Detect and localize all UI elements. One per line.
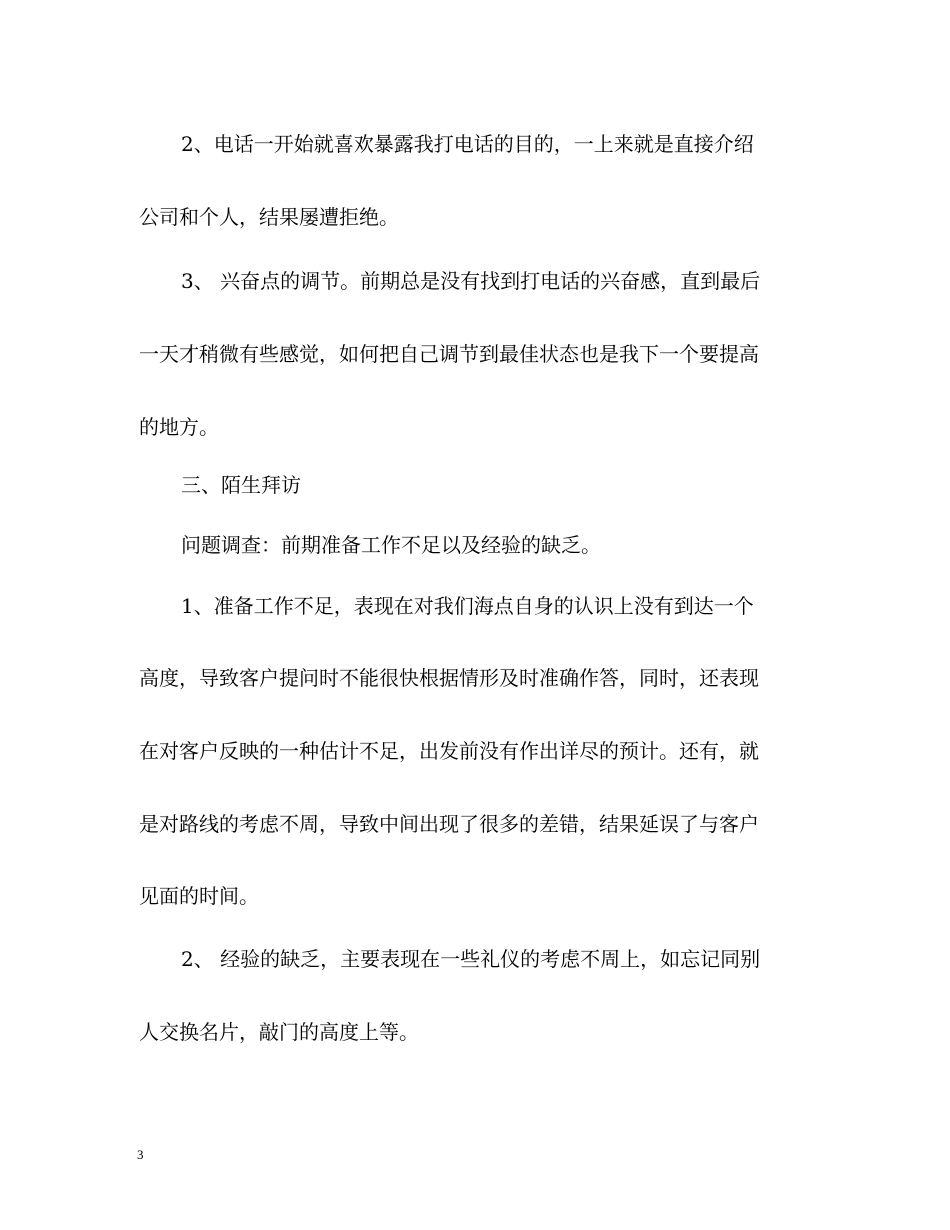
section-heading-stranger-visit: 三、陌生拜访 — [181, 473, 301, 497]
paragraph-6-line-1: 2、 经验的缺乏，主要表现在一些礼仪的考虑不周上，如忘记同别 — [181, 947, 761, 971]
paragraph-5-line-1: 1、准备工作不足，表现在对我们海点自身的认识上没有到达一个 — [181, 594, 754, 618]
page-number: 3 — [137, 1147, 144, 1162]
paragraph-5-line-3: 在对客户反映的一种估计不足，出发前没有作出详尽的预计。还有，就 — [139, 739, 759, 763]
paragraph-5-line-2: 高度，导致客户提问时不能很快根据情形及时准确作答，同时，还表现 — [139, 666, 759, 690]
paragraph-6-line-2: 人交换名片，敲门的高度上等。 — [139, 1020, 419, 1044]
paragraph-5-line-4: 是对路线的考虑不周，导致中间出现了很多的差错，结果延误了与客户 — [139, 812, 759, 836]
paragraph-problem-survey: 问题调查：前期准备工作不足以及经验的缺乏。 — [181, 533, 601, 557]
paragraph-2-line-3: 的地方。 — [139, 415, 219, 439]
paragraph-2-line-2: 一天才稍微有些感觉，如何把自己调节到最佳状态也是我下一个要提高 — [139, 342, 759, 366]
paragraph-5-line-5: 见面的时间。 — [139, 884, 259, 908]
paragraph-1-line-1: 2、电话一开始就喜欢暴露我打电话的目的，一上来就是直接介绍 — [181, 132, 754, 156]
paragraph-2-line-1: 3、 兴奋点的调节。前期总是没有找到打电话的兴奋感，直到最后 — [181, 269, 761, 293]
paragraph-1-line-2: 公司和个人，结果屡遭拒绝。 — [139, 205, 399, 229]
